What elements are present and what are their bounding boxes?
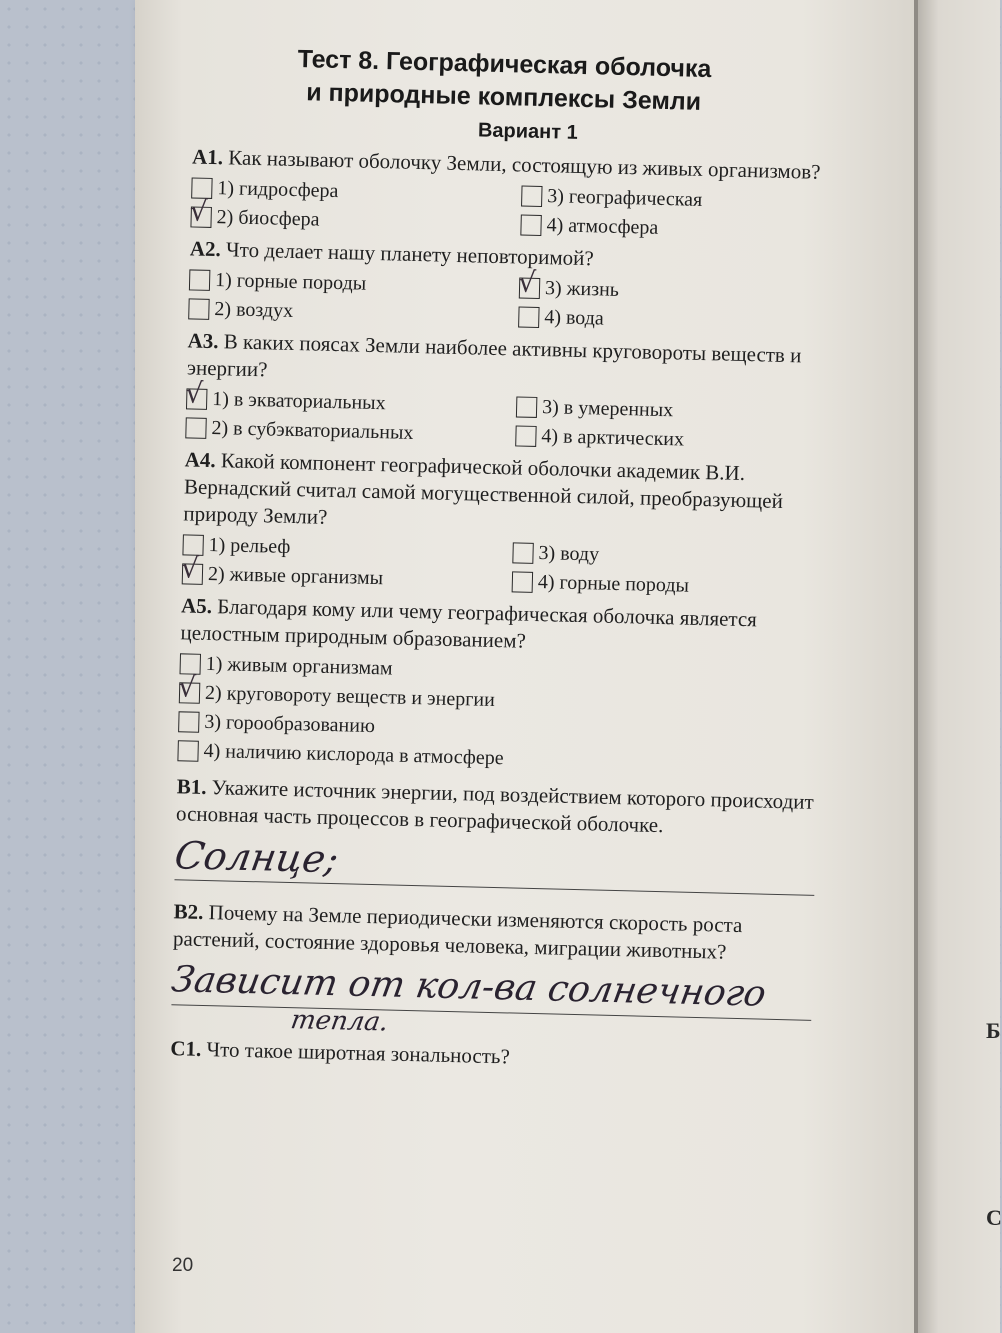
title-line-1: Тест 8. Географическая оболочка <box>297 45 712 84</box>
option-label: 1) гидросфера <box>217 177 339 203</box>
option-label: 4) вода <box>544 306 605 330</box>
checkbox[interactable] <box>518 306 540 328</box>
option-a4-1[interactable] <box>182 531 513 565</box>
question-text: Укажите источник энергии, под воздействием которого происходит основная часть процессов в географической оболочке. <box>175 775 815 838</box>
option-label: 3) воду <box>538 542 600 566</box>
options-a5 <box>177 650 820 779</box>
variant-heading: Вариант 1 <box>477 119 578 144</box>
question-number: В1. <box>176 774 207 799</box>
question-number: С1. <box>170 1036 202 1061</box>
page-number: 20 <box>172 1255 194 1276</box>
question-number: А5. <box>180 593 213 619</box>
question-text: Как называют оболочку Земли, состоящую из живых организмов? <box>228 145 821 184</box>
option-a3-2[interactable] <box>185 414 516 448</box>
answer-field-b2[interactable] <box>168 959 812 1038</box>
check-mark-icon: √ <box>517 264 537 299</box>
option-label: 4) горные породы <box>537 571 690 597</box>
checkbox[interactable] <box>178 711 200 733</box>
checkbox[interactable] <box>512 542 534 564</box>
option-a2-4[interactable] <box>518 303 839 337</box>
checkbox[interactable] <box>515 425 537 447</box>
title-line-2: и природные комплексы Земли <box>305 78 702 116</box>
option-label: 2) живые организмы <box>207 562 384 590</box>
option-label: 2) воздух <box>214 298 294 322</box>
checkbox[interactable] <box>189 269 211 291</box>
edge-letter-2: С <box>986 1205 1002 1230</box>
test-content <box>150 40 835 1082</box>
option-a4-2[interactable] <box>180 550 513 594</box>
answer-field-b1[interactable] <box>171 833 815 896</box>
option-label: 3) в умеренных <box>541 396 674 422</box>
question-text: В каких поясах Земли наиболее активны круговороты веществ и энергии? <box>186 329 802 382</box>
checkbox[interactable] <box>185 417 207 439</box>
option-label: 4) наличию кислорода в атмосфере <box>203 739 504 770</box>
question-b1 <box>176 773 817 843</box>
option-a3-3[interactable] <box>516 393 837 427</box>
checkbox[interactable] <box>516 396 538 418</box>
option-label: 3) горообразованию <box>204 710 376 738</box>
option-label: 1) горные породы <box>214 269 367 295</box>
option-a1-4[interactable] <box>520 212 841 246</box>
checkbox[interactable] <box>520 214 542 236</box>
checkbox[interactable] <box>188 298 210 320</box>
option-label: 1) живым организмам <box>205 652 393 680</box>
checkbox-checked[interactable] <box>517 264 541 299</box>
options-a3 <box>184 375 826 456</box>
question-text: Что такое широтная зональность? <box>206 1037 511 1069</box>
checkbox-checked[interactable] <box>184 375 208 410</box>
question-a3 <box>187 327 828 397</box>
checkbox-checked[interactable] <box>189 193 212 228</box>
option-a2-1[interactable] <box>189 266 520 300</box>
question-text: Что делает нашу планету неповторимой? <box>225 237 595 271</box>
question-text: Почему на Земле периодически изменяются скорость роста растений, состояние здоровья человека, миграции животных? <box>172 900 743 964</box>
option-label: 2) круговороту веществ и энергии <box>204 681 496 712</box>
option-label: 1) рельеф <box>208 533 291 558</box>
option-a1-2[interactable] <box>189 193 521 237</box>
check-mark-icon: √ <box>184 375 204 410</box>
question-number: А3. <box>187 328 219 354</box>
option-a4-4[interactable] <box>512 568 833 602</box>
option-label: 3) географическая <box>547 185 703 211</box>
question-text: Благодаря кому или чему географическая оболочка является целостным природным образованием? <box>180 594 758 653</box>
question-number: А2. <box>189 236 222 262</box>
question-text: Какой компонент географической оболочки академик В.И. Вернадский считал самой могущественной силой, преобразующей природу Земли? <box>183 448 784 529</box>
check-mark-icon: √ <box>189 193 209 228</box>
question-a4 <box>183 446 825 543</box>
checkbox-checked[interactable] <box>180 550 204 585</box>
question-number: А1. <box>191 144 224 170</box>
handwritten-answer: Солнце; <box>171 833 342 882</box>
question-number: В2. <box>173 899 204 924</box>
edge-letter-1: Б <box>986 1018 1001 1043</box>
check-mark-icon: √ <box>180 550 200 585</box>
option-label: 3) жизнь <box>544 277 620 301</box>
checkbox-checked[interactable] <box>177 669 201 704</box>
handwritten-answer-continued: тепла. <box>288 1005 391 1038</box>
options-a2 <box>188 266 829 337</box>
question-a5 <box>180 592 821 662</box>
option-a1-1[interactable] <box>191 174 522 208</box>
question-b2 <box>173 898 814 968</box>
checkbox[interactable] <box>177 740 199 762</box>
options-a1 <box>190 174 831 245</box>
check-mark-icon: √ <box>177 669 197 704</box>
checkbox[interactable] <box>521 185 543 207</box>
option-label: 1) в экваториальных <box>211 388 386 415</box>
option-a4-3[interactable] <box>512 539 833 573</box>
option-a3-1[interactable] <box>184 375 517 419</box>
next-page-edge <box>918 0 1000 1333</box>
option-a3-4[interactable] <box>515 422 836 456</box>
option-a2-3[interactable] <box>517 264 840 308</box>
options-a4 <box>182 531 823 602</box>
option-a1-3[interactable] <box>521 183 842 217</box>
option-label: 2) в субэкваториальных <box>211 417 414 444</box>
option-label: 4) в арктических <box>541 425 685 451</box>
option-label: 2) биосфера <box>216 206 320 231</box>
checkbox[interactable] <box>512 571 534 593</box>
handwritten-answer: Зависит от кол-ва солнечного <box>168 959 770 1015</box>
question-number: А4. <box>184 447 216 473</box>
option-a2-2[interactable] <box>188 295 519 329</box>
option-label: 4) атмосфера <box>546 214 659 239</box>
